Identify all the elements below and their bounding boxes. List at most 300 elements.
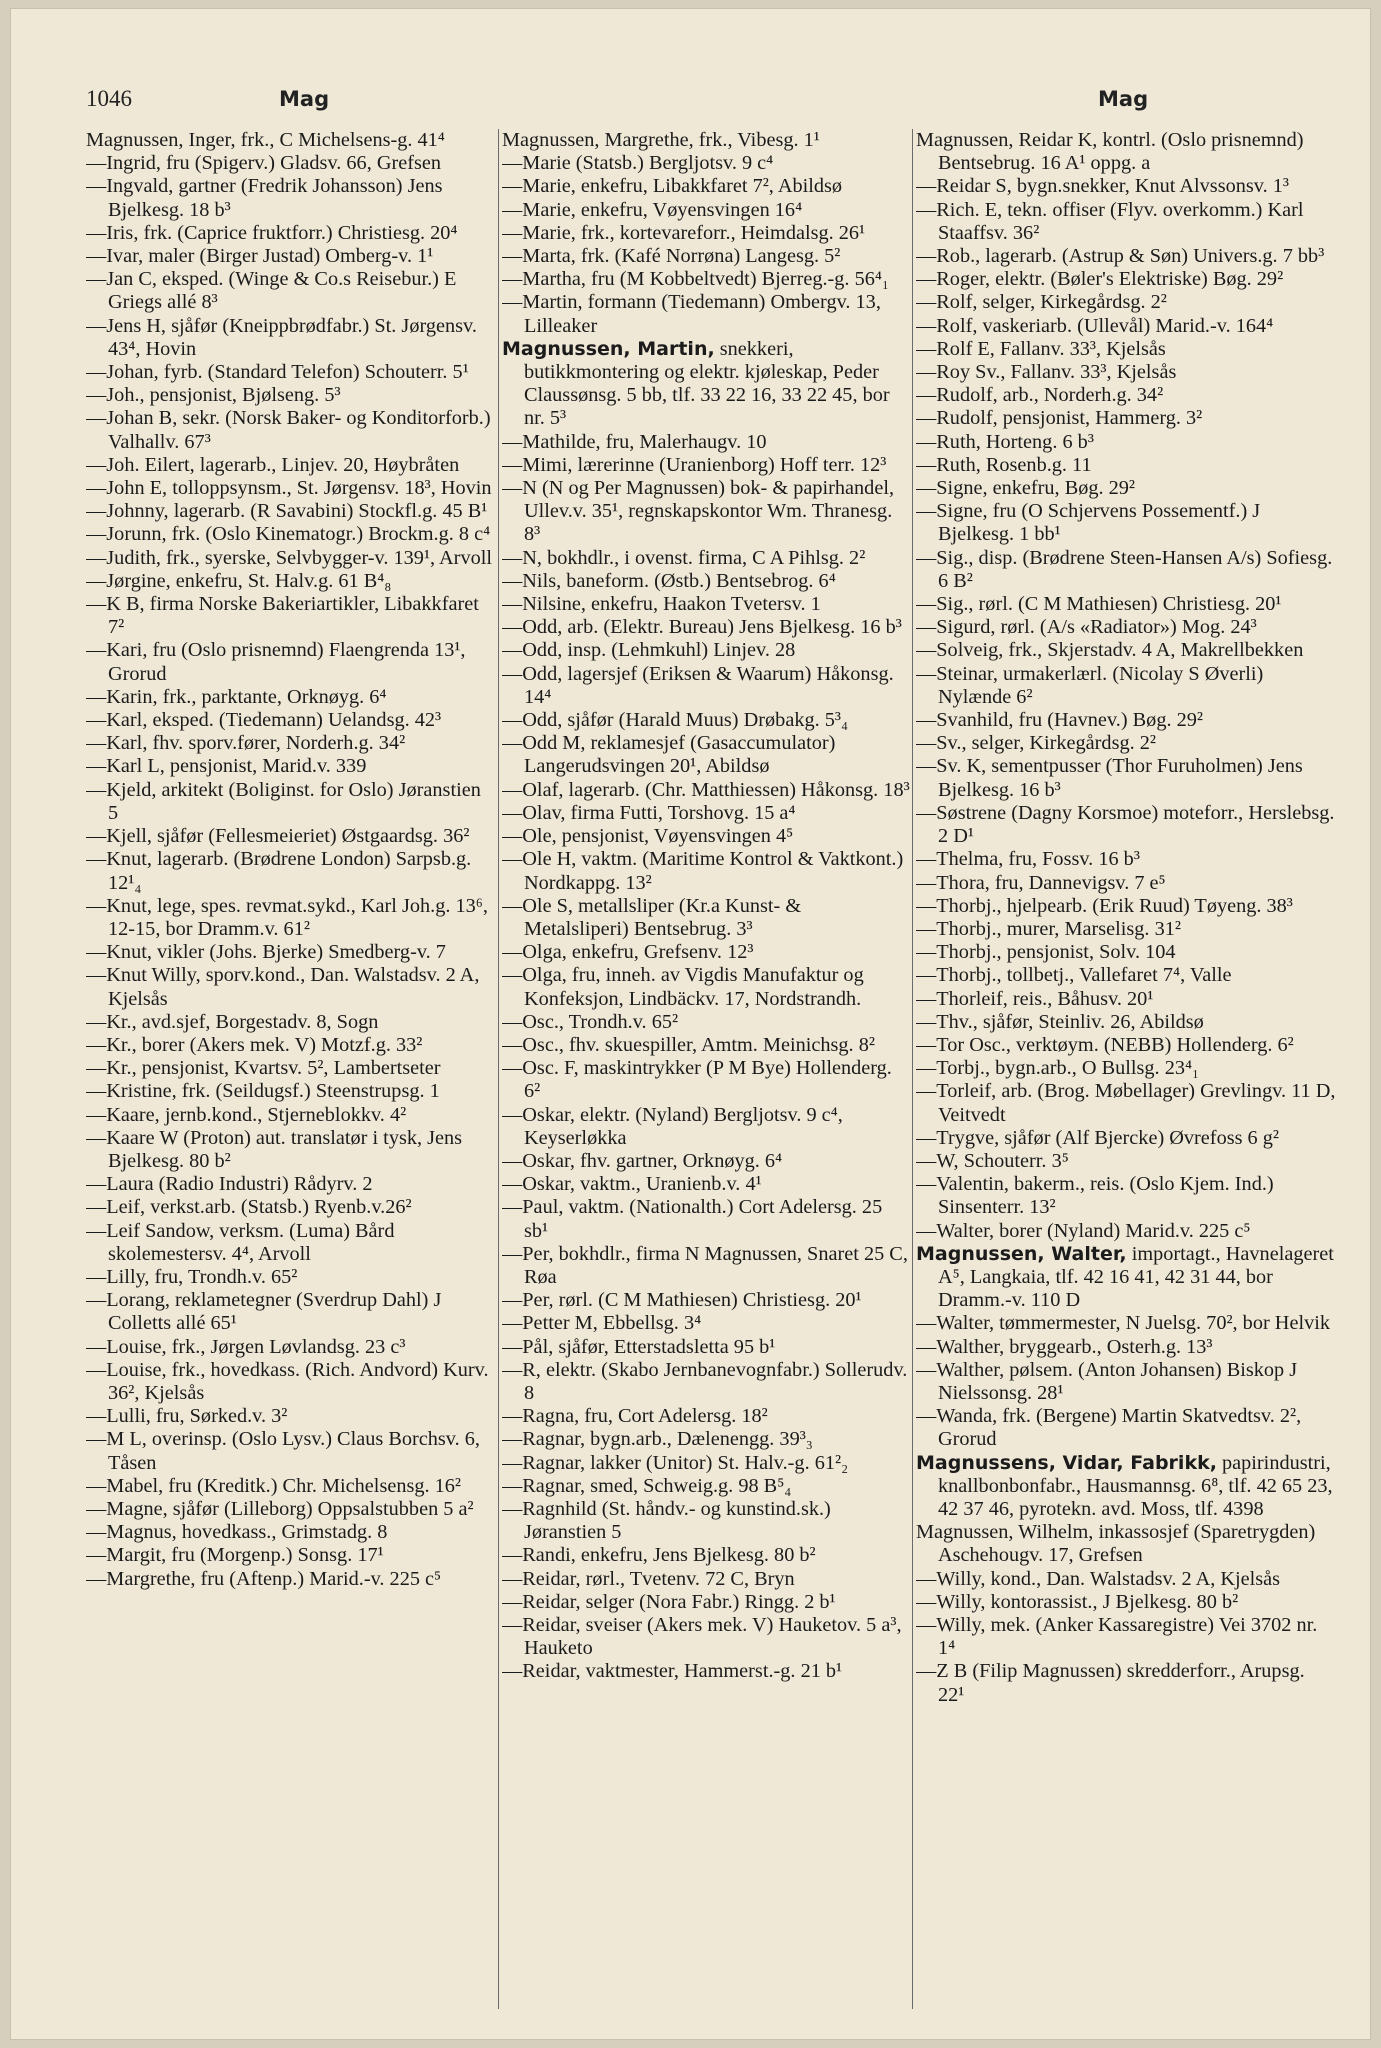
entry-text: —Lilly, fru, Trondh.v. 65² [86,1265,298,1288]
entry-text: —Marie, frk., kortevareforr., Heimdalsg. 26¹ [502,221,866,244]
entry-text: papirindustri, knallbonbonfabr., Hausmannsg. 6⁸, tlf. 42 65 23, 42 37 46, pyrotekn. avd. Moss, tlf. 4398 [938,1451,1333,1520]
directory-entry [502,1452,910,1475]
entry-text: —Sig., disp. (Brødrene Steen-Hansen A/s) Sofiesg. 6 B² [916,546,1333,592]
entry-text: —Nils, baneform. (Østb.) Bentsebrog. 6⁴ [502,569,836,592]
directory-entry [502,663,910,709]
directory-entry [86,686,494,709]
entry-text: —Judith, frk., syerske, Selvbygger-v. 139¹, Arvoll [86,546,492,569]
directory-entry [86,732,494,755]
entry-text: —Kjeld, arkitekt (Boliginst. for Oslo) Jøranstien 5 [86,778,481,824]
directory-entry [86,1521,494,1544]
directory-entry [502,779,910,802]
entry-text: —Signe, enkefru, Bøg. 29² [916,477,1136,500]
directory-entry [86,175,494,221]
directory-entry [502,1568,910,1591]
entry-text: —Knut, lege, spes. revmat.sykd., Karl Joh.g. 13⁶, 12-15, bor Dramm.v. 61² [86,894,488,940]
directory-entry [86,1498,494,1521]
entry-text: —Walther, pølsem. (Anton Johansen) Biskop J Nielssonsg. 28¹ [916,1358,1298,1404]
directory-entry [916,918,1336,941]
page-number: 1046 [86,86,132,111]
directory-entry [916,454,1336,477]
directory-entry [916,245,1336,268]
directory-entry [86,222,494,245]
entry-text: —Kr., avd.sjef, Borgestadv. 8, Sogn [86,1010,379,1033]
entry-text: —Walter, borer (Nyland) Marid.v. 225 c⁵ [916,1219,1251,1242]
directory-entry [916,338,1336,361]
entry-text: —Thora, fru, Dannevigsv. 7 e⁵ [916,871,1166,894]
directory-entry [916,268,1336,291]
entry-text: —Kjell, sjåfør (Fellesmeieriet) Østgaardsg. 36² [86,825,470,848]
directory-entry [916,732,1336,755]
directory-entry [86,477,494,500]
entry-text: —Odd, lagersjef (Eriksen & Waarum) Håkonsg. 14⁴ [502,662,894,708]
entry-text: —Mabel, fru (Kreditk.) Chr. Michelsensg. 16² [86,1474,462,1497]
entry-text: —Lulli, fru, Sørked.v. 3² [86,1405,288,1428]
entry-text: —Oskar, elektr. (Nyland) Bergljotsv. 9 c⁴, Keyserløkka [502,1103,843,1149]
directory-entry [916,941,1336,964]
entry-text: —Signe, fru (O Schjervens Possementf.) J Bjelkesg. 1 bb¹ [916,500,1261,546]
entry-text: —Walter, tømmermester, N Juelsg. 70², bor Helvik [916,1312,1330,1335]
directory-entry [502,222,910,245]
directory-entry [916,1173,1336,1219]
entry-text: —Rudolf, arb., Norderh.g. 34² [916,384,1164,407]
entry-text: —Walther, bryggearb., Osterh.g. 13³ [916,1335,1213,1358]
directory-entry [86,1475,494,1498]
directory-entry [502,593,910,616]
directory-entry [502,1336,910,1359]
directory-entry [86,941,494,964]
entry-text: —Marie, enkefru, Libakkfaret 7², Abildsø [502,175,843,198]
directory-entry [916,616,1336,639]
directory-entry [86,593,494,639]
entry-text: —Karl, eksped. (Tiedemann) Uelandsg. 42³ [86,709,442,732]
running-head-right: Mag [1098,87,1149,111]
directory-entry [86,361,494,384]
directory-entry [916,639,1336,662]
directory-entry [502,547,910,570]
directory-entry [916,1614,1336,1660]
directory-entry [86,1359,494,1405]
entry-text: —Rudolf, pensjonist, Hammerg. 3² [916,407,1203,430]
directory-entry [502,245,910,268]
directory-entry [86,1057,494,1080]
directory-entry [916,1660,1336,1706]
directory-entry [916,1057,1336,1080]
entry-text: —Ragnar, bygn.arb., Dælenengg. 39³₃ [502,1428,813,1451]
entry-text: —Søstrene (Dagny Korsmoe) moteforr., Herslebsg. 2 D¹ [916,801,1335,848]
directory-entry [916,291,1336,314]
entry-heading: Magnussen, Martin, [502,337,715,360]
entry-text: —Louise, frk., Jørgen Løvlandsg. 23 c³ [86,1335,406,1358]
directory-entry [502,1405,910,1428]
page-header [10,86,1371,126]
entry-text: Magnussen, Inger, frk., C Michelsens-g. 41⁴ [86,129,445,151]
entry-text: —Rolf, selger, Kirkegårdsg. 2² [916,291,1167,314]
entry-text: Magnussen, Reidar K, kontrl. (Oslo prisnemnd) Bentsebrug. 16 A¹ oppg. a [916,129,1304,175]
entry-text: —Thorbj., murer, Marselisg. 31² [916,917,1181,940]
directory-entry [86,245,494,268]
directory-entry [86,570,494,593]
entry-text: —Margrethe, fru (Aftenp.) Marid.-v. 225 c⁵ [86,1567,442,1590]
directory-entry [916,1336,1336,1359]
entry-text: —Kr., borer (Akers mek. V) Motzf.g. 33² [86,1033,423,1056]
directory-entry [916,1011,1336,1034]
directory-entry [502,941,910,964]
directory-entry [502,454,910,477]
entry-text: —Ivar, maler (Birger Justad) Omberg-v. 1¹ [86,245,434,268]
entry-text: —Joh., pensjonist, Bjølseng. 5³ [86,384,341,407]
directory-entry [916,384,1336,407]
entry-text: —Valentin, bakerm., reis. (Oslo Kjem. Ind.) Sinsenterr. 13² [916,1173,1274,1219]
entry-text: —Olga, fru, inneh. av Vigdis Manufaktur og Konfeksjon, Lindbäckv. 17, Nordstrandh. [502,964,864,1010]
directory-entry [502,175,910,198]
column-3 [916,129,1336,2019]
directory-entry [916,755,1336,801]
directory-entry [916,1080,1336,1126]
entry-text: —Odd M, reklamesjef (Gasaccumulator) Langerudsvingen 20¹, Abildsø [502,732,836,778]
entry-text: —Thorbj., pensjonist, Solv. 104 [916,941,1176,964]
entry-text: —Paul, vaktm. (Nationalth.) Cort Adelersg. 25 sb¹ [502,1196,883,1242]
entry-text: —Johan B, sekr. (Norsk Baker- og Konditorforb.) Valhallv. 67³ [86,407,491,453]
directory-entry [916,1405,1336,1451]
directory-entry [502,1196,910,1242]
entry-text: —Per, rørl. (C M Mathiesen) Christiesg. 20¹ [502,1289,862,1312]
entry-text: —Mathilde, fru, Malerhaugv. 10 [502,430,767,453]
directory-entry [502,1289,910,1312]
entry-text: —Rob., lagerarb. (Astrup & Søn) Univers.g. 7 bb³ [916,245,1325,268]
entry-text: —Willy, kond., Dan. Walstadsv. 2 A, Kjelsås [916,1567,1281,1590]
directory-entry [502,1011,910,1034]
entry-text: —Oskar, fhv. gartner, Orknøyg. 6⁴ [502,1149,783,1172]
directory-entry [86,523,494,546]
entry-text: —Johan, fyrb. (Standard Telefon) Schouterr. 5¹ [86,361,469,384]
entry-text: —Sig., rørl. (C M Mathiesen) Christiesg. 20¹ [916,593,1282,616]
directory-entry [916,895,1336,918]
directory-entry [502,1243,910,1289]
directory-entry [916,1452,1336,1522]
directory-entry [86,268,494,314]
directory-entry [916,802,1336,848]
entry-text: —Ingvald, gartner (Fredrik Johansson) Jens Bjelkesg. 18 b³ [86,175,443,221]
directory-page [10,8,1371,2040]
directory-entry [502,199,910,222]
directory-entry [502,1150,910,1173]
entry-text: —Petter M, Ebbellsg. 3⁴ [502,1312,702,1335]
entry-text: —Reidar, vaktmester, Hammerst.-g. 21 b¹ [502,1660,843,1683]
directory-entry [86,547,494,570]
directory-entry [86,755,494,778]
entry-text: —Ole, pensjonist, Vøyensvingen 4⁵ [502,825,794,848]
entry-text: —Nilsine, enkefru, Haakon Tvetersv. 1 [502,593,821,616]
entry-text: —Marta, frk. (Kafé Norrøna) Langesg. 5² [502,245,841,268]
directory-entry [86,1544,494,1567]
directory-entry [916,1243,1336,1313]
directory-entry [502,431,910,454]
directory-entry [916,1521,1336,1567]
directory-entry [502,639,910,662]
entry-text: —Pål, sjåfør, Etterstadsletta 95 b¹ [502,1335,776,1358]
entry-text: —Kari, fru (Oslo prisnemnd) Flaengrenda 13¹, Grorud [86,639,466,685]
directory-entry [502,802,910,825]
entry-text: —Reidar, sveiser (Akers mek. V) Hauketov. 5 a³, Hauketo [502,1614,902,1660]
directory-entry [86,1220,494,1266]
directory-entry [86,1568,494,1591]
entry-text: —Thorleif, reis., Båhusv. 20¹ [916,987,1154,1010]
entry-text: —Reidar, selger (Nora Fabr.) Ringg. 2 b¹ [502,1590,836,1613]
entry-text: —Kristine, frk. (Seildugsf.) Steenstrupsg. 1 [86,1080,440,1103]
directory-entry [86,1266,494,1289]
entry-text: —Oskar, vaktm., Uranienb.v. 4¹ [502,1173,762,1196]
directory-entry [86,709,494,732]
entry-text: —Lorang, reklametegner (Sverdrup Dahl) J Colletts allé 65¹ [86,1289,442,1335]
directory-entry [916,1359,1336,1405]
entry-text: —Z B (Filip Magnussen) skredderforr., Arupsg. 22¹ [916,1660,1305,1706]
entry-text: —Laura (Radio Industri) Rådyrv. 2 [86,1173,373,1196]
directory-entry [502,1660,910,1683]
directory-entry [502,1544,910,1567]
directory-entry [86,384,494,407]
entry-text: —Per, bokhdlr., firma N Magnussen, Snaret 25 C, Røa [502,1242,908,1288]
column-divider [498,129,499,2009]
directory-entry [916,477,1336,500]
entry-text: —Osc. F, maskintrykker (P M Bye) Hollenderg. 6² [502,1057,892,1103]
entry-text: —Jan C, eksped. (Winge & Co.s Reisebur.) E Griegs allé 8³ [86,268,457,314]
entry-text: —Osc., fhv. skuespiller, Amtm. Meinichsg. 8² [502,1033,875,1056]
directory-entry [86,500,494,523]
directory-entry [502,1428,910,1451]
directory-entry [916,1312,1336,1335]
directory-entry [502,825,910,848]
directory-entry [502,338,910,431]
entry-text: —Thorbj., hjelpearb. (Erik Ruud) Tøyeng. 38³ [916,894,1293,917]
entry-text: —W, Schouterr. 3⁵ [916,1149,1069,1172]
directory-entry [916,848,1336,871]
directory-entry [86,964,494,1010]
entry-text: —M L, overinsp. (Oslo Lysv.) Claus Borchsv. 6, Tåsen [86,1428,480,1474]
entry-text: —Steinar, urmakerlærl. (Nicolay S Øverli) Nylænde 6² [916,662,1264,708]
directory-entry [86,152,494,175]
directory-entry [86,1104,494,1127]
column-divider [912,129,913,2009]
entry-text: —Torleif, arb. (Brog. Møbellager) Grevlingv. 11 D, Veitvedt [916,1080,1336,1126]
directory-entry [502,1034,910,1057]
entry-text: —Odd, arb. (Elektr. Bureau) Jens Bjelkesg. 16 b³ [502,616,902,639]
entry-text: —Odd, insp. (Lehmkuhl) Linjev. 28 [502,639,796,662]
entry-text: —Ole H, vaktm. (Maritime Kontrol & Vaktkont.) Nordkappg. 13² [502,848,904,894]
entry-text: —Osc., Trondh.v. 65² [502,1010,679,1033]
directory-entry [916,709,1336,732]
directory-entry [916,663,1336,709]
entry-text: —Magne, sjåfør (Lilleborg) Oppsalstubben 5 a² [86,1497,474,1520]
entry-text: —Olga, enkefru, Grefsenv. 12³ [502,941,754,964]
entry-text: —Rich. E, tekn. offiser (Flyv. overkomm.) Karl Staaffsv. 36² [916,198,1304,244]
directory-entry [86,639,494,685]
entry-text: —Leif, verkst.arb. (Statsb.) Ryenb.v.26² [86,1196,412,1219]
entry-text: —Olav, firma Futti, Torshovg. 15 a⁴ [502,801,796,824]
entry-text: —Reidar, rørl., Tvetenv. 72 C, Bryn [502,1567,795,1590]
directory-entry [916,175,1336,198]
entry-text: —Ruth, Rosenb.g. 11 [916,453,1092,476]
directory-entry [86,1127,494,1173]
directory-entry [86,454,494,477]
entry-text: snekkeri, butikkmontering og elektr. kjøleskap, Peder Claussønsg. 5 bb, tlf. 33 22 16, 33 22 45, bor nr. 5³ [524,337,890,430]
entry-text: —Solveig, frk., Skjerstadv. 4 A, Makrellbekken [916,639,1304,662]
entry-text: —Willy, mek. (Anker Kassaregistre) Vei 3702 nr. 1⁴ [916,1614,1318,1660]
directory-entry [502,1359,910,1405]
entry-text: —Ragnar, smed, Schweig.g. 98 B⁵₄ [502,1474,792,1497]
directory-entry [502,152,910,175]
entry-text: —Ragna, fru, Cort Adelersg. 18² [502,1405,768,1428]
entry-text: —Wanda, frk. (Bergene) Martin Skatvedtsv. 2², Grorud [916,1405,1302,1451]
entry-text: —Jørgine, enkefru, St. Halv.g. 61 B⁴₈ [86,569,392,592]
directory-entry [916,1127,1336,1150]
entry-text: —Sigurd, rørl. (A/s «Radiator») Mog. 24³ [916,616,1257,639]
directory-entry [502,570,910,593]
column-1 [86,129,494,2019]
directory-entry [916,407,1336,430]
directory-entry [502,1614,910,1660]
directory-entry [502,1312,910,1335]
directory-entry [916,1034,1336,1057]
directory-entry [916,872,1336,895]
entry-text: —Kr., pensjonist, Kvartsv. 5², Lambertseter [86,1057,441,1080]
running-head-left: Mag [279,87,330,111]
directory-entry [502,709,910,732]
directory-entry [916,593,1336,616]
directory-entry [86,1428,494,1474]
directory-entry [86,1011,494,1034]
entry-text: —Sv. K, sementpusser (Thor Furuholmen) Jens Bjelkesg. 16 b³ [916,755,1303,801]
entry-text: —Martha, fru (M Kobbeltvedt) Bjerreg.-g. 56⁴₁ [502,268,889,291]
entry-text: —Magnus, hovedkass., Grimstadg. 8 [86,1521,388,1544]
directory-entry [502,848,910,894]
entry-text: —Trygve, sjåfør (Alf Bjercke) Øvrefoss 6 g² [916,1126,1279,1149]
entry-text: —Reidar S, bygn.snekker, Knut Alvssonsv. 1³ [916,175,1289,198]
entry-text: —Karin, frk., parktante, Orknøyg. 6⁴ [86,685,387,708]
entry-text: —Kaare, jernb.kond., Stjerneblokkv. 4² [86,1103,407,1126]
directory-entry [916,1568,1336,1591]
directory-entry [916,1150,1336,1173]
directory-entry [916,500,1336,546]
entry-text: —N (N og Per Magnussen) bok- & papirhandel, Ullev.v. 35¹, regnskapskontor Wm. Thranesg. 8³ [502,477,895,546]
directory-entry [86,895,494,941]
entry-text: —Thv., sjåfør, Steinliv. 26, Abildsø [916,1010,1204,1033]
directory-entry [86,848,494,894]
entry-text: —Marie (Statsb.) Bergljotsv. 9 c⁴ [502,152,774,175]
directory-entry [916,1591,1336,1614]
directory-entry [502,1104,910,1150]
entry-text: —Thelma, fru, Fossv. 16 b³ [916,848,1140,871]
directory-entry [916,547,1336,593]
entry-text: —Marie, enkefru, Vøyensvingen 16⁴ [502,198,803,221]
entry-text: —Sv., selger, Kirkegårdsg. 2² [916,732,1156,755]
directory-entry [502,895,910,941]
entry-text: —Ragnar, lakker (Unitor) St. Halv.-g. 61²₂ [502,1451,849,1474]
entry-text: —Ragnhild (St. håndv.- og kunstind.sk.) Jøranstien 5 [502,1497,831,1544]
directory-entry [502,964,910,1010]
directory-entry [86,1196,494,1219]
entry-text: —Knut, vikler (Johs. Bjerke) Smedberg-v. 7 [86,941,446,964]
entry-text: —Kaare W (Proton) aut. translatør i tysk, Jens Bjelkesg. 80 b² [86,1126,463,1172]
directory-entry [502,129,910,152]
entry-text: —Karl, fhv. sporv.fører, Norderh.g. 34² [86,732,406,755]
entry-text: —Rolf E, Fallanv. 33³, Kjelsås [916,337,1166,360]
entry-text: —Louise, frk., hovedkass. (Rich. Andvord) Kurv. 36², Kjelsås [86,1358,489,1404]
entry-text: —Willy, kontorassist., J Bjelkesg. 80 b² [916,1590,1239,1613]
column-2 [502,129,910,2019]
entry-text: Magnussen, Margrethe, frk., Vibesg. 1¹ [502,129,820,151]
entry-text: —N, bokhdlr., i ovenst. firma, C A Pihlsg. 2² [502,546,866,569]
directory-entry [86,1336,494,1359]
entry-text: —Svanhild, fru (Havnev.) Bøg. 29² [916,709,1203,732]
directory-entry [916,988,1336,1011]
directory-entry [916,315,1336,338]
directory-entry [502,477,910,547]
directory-entry [916,1220,1336,1243]
entry-text: —Ruth, Horteng. 6 b³ [916,430,1094,453]
entry-text: —Karl L, pensjonist, Marid.v. 339 [86,755,367,778]
entry-text: —Randi, enkefru, Jens Bjelkesg. 80 b² [502,1544,816,1567]
entry-text: —Knut, lagerarb. (Brødrene London) Sarpsb.g. 12¹₄ [86,848,472,894]
entry-text: —Joh. Eilert, lagerarb., Linjev. 20, Høybråten [86,453,460,476]
directory-entry [916,431,1336,454]
entry-text: —Odd, sjåfør (Harald Muus) Drøbakg. 5³₄ [502,709,849,732]
directory-entry [502,1475,910,1498]
entry-text: —Johnny, lagerarb. (R Savabini) Stockfl.g. 45 B¹ [86,500,488,523]
directory-entry [86,1080,494,1103]
directory-entry [86,407,494,453]
directory-entry [502,291,910,337]
directory-entry [86,825,494,848]
directory-entry [502,1498,910,1544]
entry-text: —Margit, fru (Morgenp.) Sonsg. 17¹ [86,1544,384,1567]
entry-text: —Leif Sandow, verksm. (Luma) Bård skolemestersv. 4⁴, Arvoll [86,1219,395,1265]
directory-entry [916,199,1336,245]
directory-entry [86,779,494,825]
directory-entry [86,1034,494,1057]
directory-entry [86,1173,494,1196]
directory-entry [86,1289,494,1335]
entry-text: —Roger, elektr. (Bøler's Elektriske) Bøg. 29² [916,268,1284,291]
entry-text: —Rolf, vaskeriarb. (Ullevål) Marid.-v. 164⁴ [916,314,1274,337]
entry-text: —Mimi, lærerinne (Uranienborg) Hoff terr. 12³ [502,453,887,476]
directory-entry [916,964,1336,987]
entry-text: Magnussen, Wilhelm, inkassosjef (Sparetrygden) Aschehougv. 17, Grefsen [916,1521,1316,1567]
entry-text: —Knut Willy, sporv.kond., Dan. Walstadsv. 2 A, Kjelsås [86,964,480,1010]
entry-text: —Torbj., bygn.arb., O Bullsg. 23⁴₁ [916,1057,1200,1080]
entry-text: —Tor Osc., verktøym. (NEBB) Hollenderg. 6² [916,1033,1294,1056]
entry-heading: Magnussen, Walter, [916,1242,1127,1265]
entry-text: —Ole S, metallsliper (Kr.a Kunst- & Metalsliperi) Bentsebrug. 3³ [502,894,802,940]
entry-text: —K B, firma Norske Bakeriartikler, Libakkfaret 7² [86,593,479,639]
directory-entry [86,1405,494,1428]
entry-text: —Olaf, lagerarb. (Chr. Matthiessen) Håkonsg. 18³ [502,778,910,801]
directory-entry [86,315,494,361]
directory-entry [502,1057,910,1103]
entry-heading: Magnussens, Vidar, Fabrikk, [916,1451,1217,1474]
directory-entry [502,732,910,778]
directory-entry [916,361,1336,384]
entry-text: —Jens H, sjåfør (Kneippbrødfabr.) St. Jørgensv. 43⁴, Hovin [86,314,477,360]
entry-text: —Thorbj., tollbetj., Vallefaret 7⁴, Valle [916,964,1232,987]
directory-entry [502,268,910,291]
entry-text: —Ingrid, fru (Spigerv.) Gladsv. 66, Grefsen [86,152,442,175]
entry-text: —Roy Sv., Fallanv. 33³, Kjelsås [916,361,1177,384]
directory-entry [502,616,910,639]
entry-text: —Jorunn, frk. (Oslo Kinematogr.) Brockm.g. 8 c⁴ [86,523,491,546]
entry-text: —R, elektr. (Skabo Jernbanevognfabr.) Sollerudv. 8 [502,1358,908,1404]
entry-text: —Iris, frk. (Caprice fruktforr.) Christiesg. 20⁴ [86,221,458,244]
